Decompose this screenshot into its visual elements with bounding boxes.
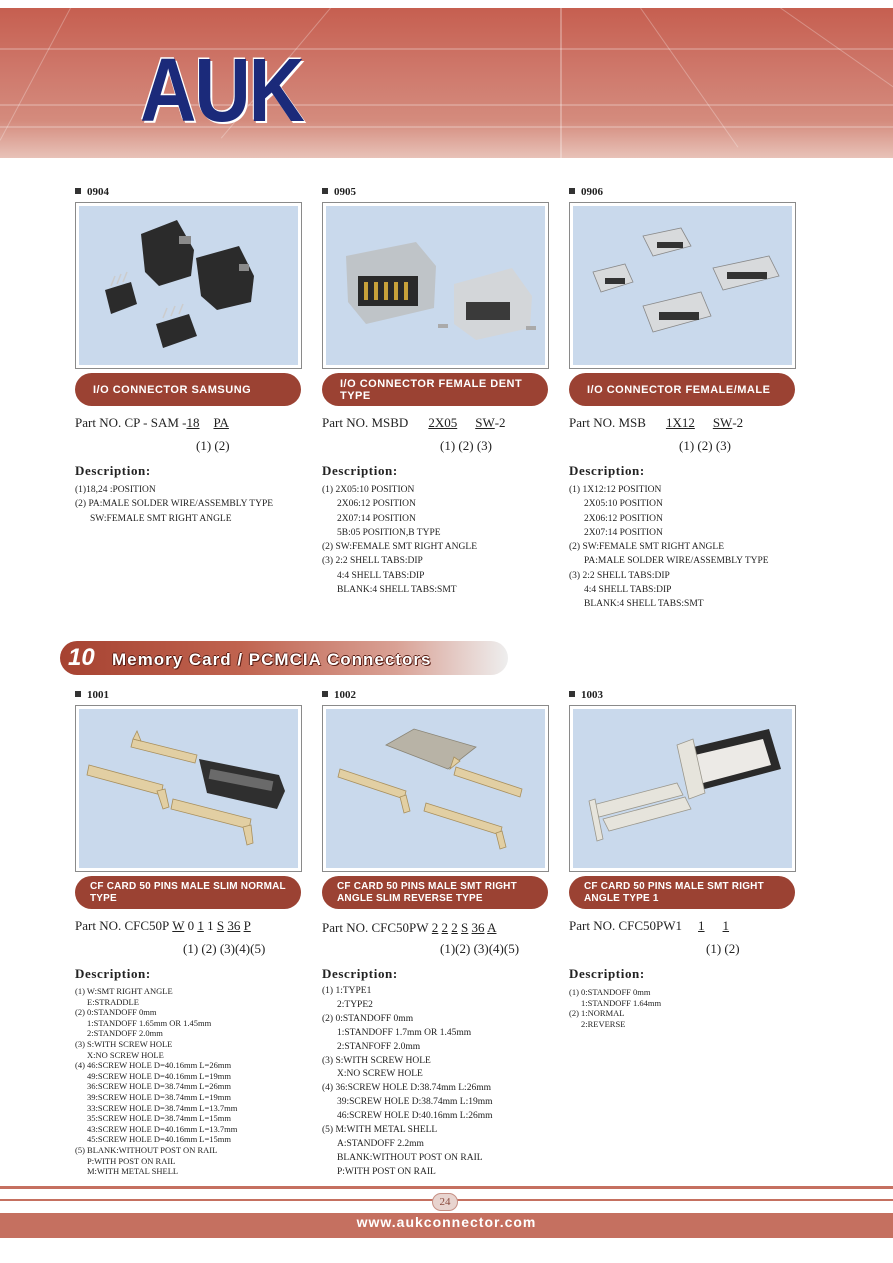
- item-code-1002: 1002: [322, 689, 356, 701]
- description-heading-0906: Description:: [569, 463, 645, 478]
- female-male-connector-image: [573, 206, 792, 365]
- samsung-connector-image: [79, 206, 298, 365]
- product-photo-1001[interactable]: [75, 705, 302, 872]
- description-heading-1003: Description:: [569, 966, 645, 981]
- product-photo-0904[interactable]: [75, 202, 302, 369]
- title-pill-1002: CF CARD 50 PINS MALE SMT RIGHT ANGLE SLIM REVERSE TYPE: [322, 876, 548, 909]
- part-number-0905: Part NO. MSBD 2X05 SW-2: [322, 415, 506, 430]
- product-photo-0906[interactable]: [569, 202, 796, 369]
- title-pill-0906: I/O CONNECTOR FEMALE/MALE: [569, 373, 795, 406]
- description-heading-0904: Description:: [75, 463, 151, 478]
- description-heading-1001: Description:: [75, 966, 151, 981]
- title-pill-1001: CF CARD 50 PINS MALE SLIM NORMAL TYPE: [75, 876, 301, 909]
- part-number-legend-1002: (1)(2) (3)(4)(5): [440, 941, 520, 956]
- description-0906: (1) 1X12:12 POSITION 2X05:10 POSITION 2X06:12 POSITION 2X07:14 POSITION (2) SW:FEMALE SMT RIGHT ANGLE PA:MALE SOLDER WIRE/ASSEMBLY TYPE (3) 2:2 SHELL TABS:DIP 4:4 SHELL TABS:DIP BLANK:4 SHELL TABS:SMT: [569, 485, 769, 610]
- description-1001: (1) W:SMT RIGHT ANGLE E:STRADDLE (2) 0:STANDOFF 0mm 1:STANDOFF 1.65mm OR 1.45mm 2:STANDOFF 2.0mm (3) S:WITH SCREW HOLE X:NO SCREW HOLE (4) 46:SCREW HOLE D=40.16mm L=26mm 49:SCREW HOLE D=40.16mm L=19mm 36:SCREW HOLE D=38.74mm L=26mm 39:SCREW HOLE D=38.74mm L=19mm 33:SCREW HOLE D=38.74mm L=13.7mm 35:SCREW HOLE D=38.74mm L=15mm 43:SCREW HOLE D=40.16mm L=13.7mm 45:SCREW HOLE D=40.16mm L=15mm (5) BLANK:WITHOUT POST ON RAIL P:WITH POST ON RAIL M:WITH METAL SHELL: [75, 986, 238, 1177]
- item-code-0904: 0904: [75, 186, 109, 198]
- description-1003: (1) 0:STANDOFF 0mm 1:STANDOFF 1.64mm (2) 1:NORMAL 2:REVERSE: [569, 987, 662, 1029]
- product-photo-0905[interactable]: [322, 202, 549, 369]
- part-number-1003: Part NO. CFC50PW1 1 1: [569, 918, 730, 933]
- part-number-1002: Part NO. CFC50PW 2 2 2 S 36 A: [322, 920, 497, 935]
- part-number-legend-1003: (1) (2): [706, 941, 740, 956]
- item-code-1003: 1003: [569, 689, 603, 701]
- item-code-0905: 0905: [322, 186, 356, 198]
- title-pill-0905: I/O CONNECTOR FEMALE DENT TYPE: [322, 373, 548, 406]
- part-number-legend-0904: (1) (2): [196, 438, 230, 453]
- description-0905: (1) 2X05:10 POSITION 2X06:12 POSITION 2X07:14 POSITION 5B:05 POSITION,B TYPE (2) SW:FEMALE SMT RIGHT ANGLE (3) 2:2 SHELL TABS:DIP 4:4 SHELL TABS:DIP BLANK:4 SHELL TABS:SMT: [322, 485, 477, 596]
- part-number-legend-1001: (1) (2) (3)(4)(5): [183, 941, 266, 956]
- product-photo-1002[interactable]: [322, 705, 549, 872]
- dent-type-connector-image: [326, 206, 545, 365]
- page-number: 24: [432, 1193, 458, 1211]
- cf-card-slim-normal-image: [79, 709, 298, 868]
- header-banner: [0, 8, 893, 158]
- footer-divider: [0, 1186, 893, 1189]
- part-number-0904: Part NO. CP - SAM -18 PA: [75, 415, 229, 430]
- section-number: 10: [68, 644, 95, 671]
- title-pill-0904: I/O CONNECTOR SAMSUNG: [75, 373, 301, 406]
- part-number-0906: Part NO. MSB 1X12 SW-2: [569, 415, 744, 430]
- cf-card-type1-image: [573, 709, 792, 868]
- part-number-1001: Part NO. CFC50P W 0 1 1 S 36 P: [75, 918, 251, 933]
- description-0904: (1)18,24 :POSITION (2) PA:MALE SOLDER WIRE/ASSEMBLY TYPE SW:FEMALE SMT RIGHT ANGLE: [75, 485, 274, 524]
- description-heading-0905: Description:: [322, 463, 398, 478]
- description-1002: (1) 1:TYPE1 2:TYPE2 (2) 0:STANDOFF 0mm 1:STANDOFF 1.7mm OR 1.45mm 2:STANFOFF 2.0mm (3) S:WITH SCREW HOLE X:NO SCREW HOLE (4) 36:SCREW HOLE D:38.74mm L:26mm 39:SCREW HOLE D:38.74mm L:19mm 46:SCREW HOLE D:40.16mm L:26mm (5) M:WITH METAL SHELL A:STANDOFF 2.2mm BLANK:WITHOUT POST ON RAIL P:WITH POST ON RAIL: [322, 986, 493, 1177]
- footer-url-link[interactable]: www.aukconnector.com: [356, 1214, 537, 1230]
- auk-logo[interactable]: AUK: [140, 39, 303, 141]
- product-photo-1003[interactable]: [569, 705, 796, 872]
- part-number-legend-0905: (1) (2) (3): [440, 438, 492, 453]
- item-code-0906: 0906: [569, 186, 603, 198]
- title-pill-1003: CF CARD 50 PINS MALE SMT RIGHT ANGLE TYPE 1: [569, 876, 795, 909]
- section-title: Memory Card / PCMCIA Connectors: [112, 650, 432, 669]
- part-number-legend-0906: (1) (2) (3): [679, 438, 731, 453]
- description-heading-1002: Description:: [322, 966, 398, 981]
- cf-card-slim-reverse-image: [326, 709, 545, 868]
- item-code-1001: 1001: [75, 689, 109, 701]
